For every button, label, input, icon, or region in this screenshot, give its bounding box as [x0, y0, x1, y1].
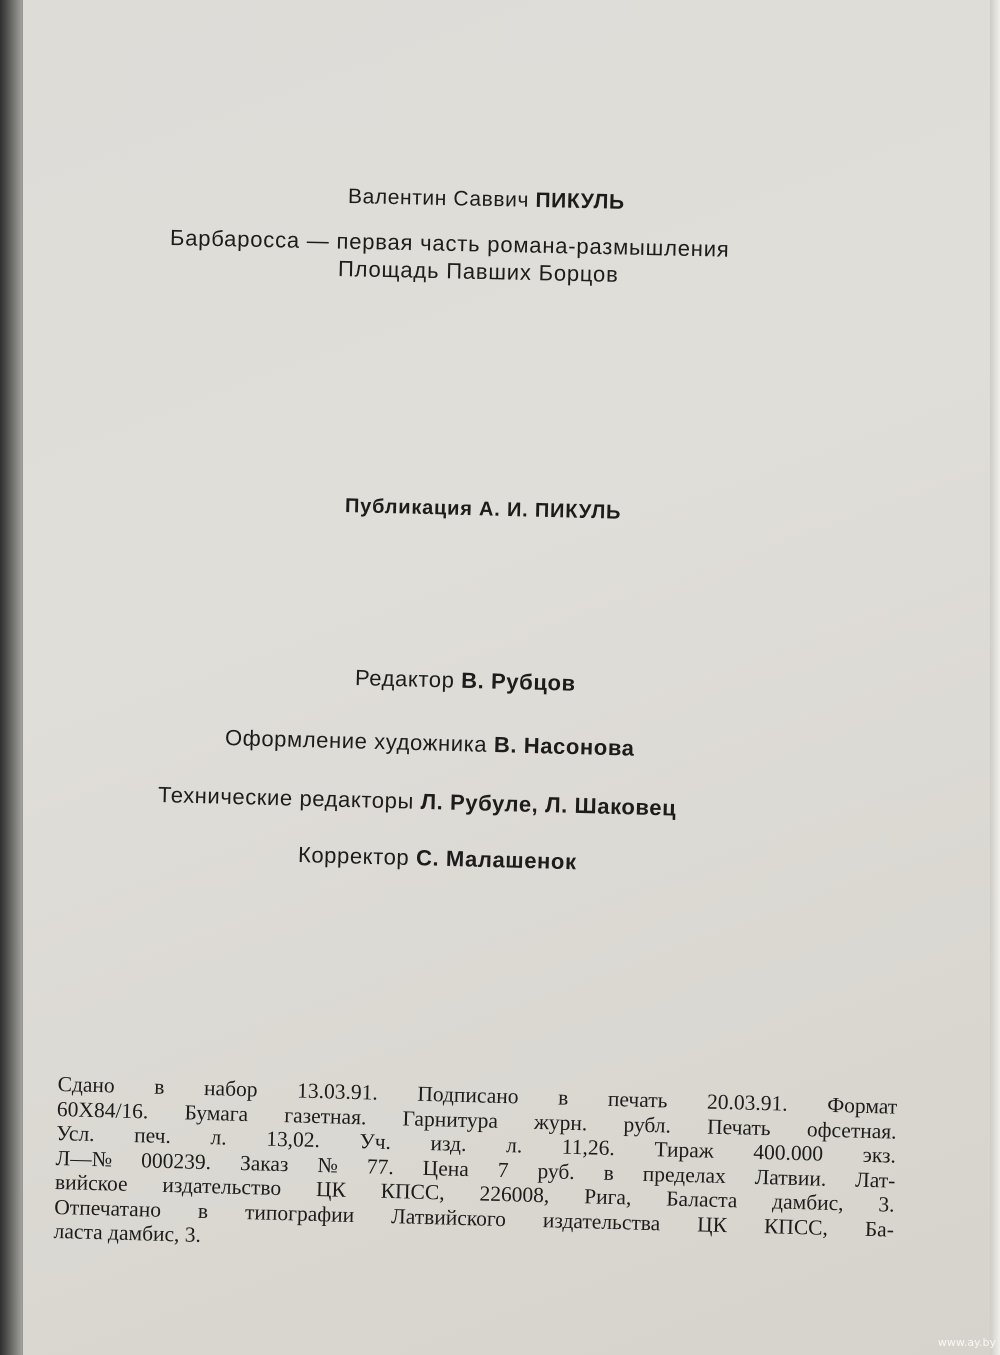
credit-role: Технические редакторы — [157, 782, 415, 814]
watermark-logo — [936, 1306, 1000, 1354]
imprint-word: экз. — [862, 1142, 897, 1168]
page-edge — [990, 0, 1000, 1355]
imprint-word: 000239. — [140, 1147, 212, 1174]
credit-role: Корректор — [297, 842, 410, 870]
imprint-word: Сдано — [57, 1072, 116, 1098]
imprint-word: руб. — [537, 1158, 576, 1184]
imprint-word: типографии — [244, 1199, 355, 1227]
imprint-word: 3. — [878, 1192, 895, 1217]
imprint-word: изд. — [430, 1131, 467, 1157]
imprint-word: КПСС, — [380, 1178, 445, 1205]
imprint-word: печать — [607, 1086, 668, 1113]
credit-name: С. Малашенок — [415, 845, 577, 875]
imprint-word: в — [603, 1160, 615, 1185]
imprint-word: Лат- — [854, 1167, 896, 1193]
imprint-word: набор — [203, 1075, 258, 1102]
credit-name: Л. Рубуле, Л. Шаковец — [420, 788, 677, 821]
imprint-word: журн. — [533, 1109, 588, 1135]
imprint-word: рубл. — [623, 1111, 672, 1138]
imprint-word: в — [557, 1085, 569, 1110]
credit-name: В. Рубцов — [460, 667, 576, 696]
imprint-word: печ. — [133, 1123, 172, 1149]
watermark-text: www.ay.by — [937, 1336, 996, 1349]
imprint-word: вийское — [54, 1169, 128, 1196]
imprint-word: 7 — [497, 1157, 509, 1182]
imprint-word: издательство — [162, 1172, 282, 1201]
imprint-word: Баласта — [665, 1186, 738, 1213]
credit-role: Оформление художника — [224, 725, 488, 757]
imprint-word: пределах — [642, 1161, 727, 1188]
imprint-word: ласта дамбис, 3. — [53, 1218, 202, 1247]
imprint-word: издательства — [542, 1207, 661, 1235]
imprint-word: 13.03.91. — [296, 1078, 379, 1105]
imprint-word: 226008, — [479, 1181, 550, 1208]
publication-name: А. И. ПИКУЛЬ — [478, 498, 622, 524]
credit-name: В. Насонова — [493, 732, 635, 761]
imprint-word: Тираж — [654, 1137, 714, 1163]
imprint-word: 400.000 — [752, 1139, 824, 1166]
author-surname: ПИКУЛЬ — [535, 188, 625, 214]
author-first-names: Валентин Саввич — [347, 185, 530, 212]
imprint-word: Уч. — [359, 1129, 392, 1155]
imprint-word: Латвийского — [390, 1203, 507, 1231]
imprint-word: 13,02. — [265, 1126, 321, 1153]
imprint-word: л. — [210, 1125, 227, 1150]
imprint-word: в — [154, 1074, 165, 1099]
credit-role: Редактор — [354, 665, 455, 693]
imprint-word: Заказ — [239, 1150, 289, 1176]
imprint-word: Латвии. — [754, 1164, 827, 1191]
watermark-logo-icon — [936, 1306, 1000, 1354]
imprint-word: Ба- — [864, 1216, 895, 1242]
imprint-word: 60Х84/16. — [56, 1096, 149, 1123]
imprint-word: Цена — [422, 1155, 470, 1181]
imprint-word: № — [317, 1152, 339, 1178]
imprint-word: Рига, — [583, 1184, 632, 1210]
imprint-word: Усл. — [56, 1120, 95, 1147]
imprint-word: Бумага — [184, 1099, 249, 1126]
imprint-word: ЦК — [315, 1177, 347, 1202]
imprint-word: газетная. — [284, 1102, 367, 1129]
imprint-word: Гарнитура — [402, 1105, 499, 1133]
imprint-word: 77. — [366, 1153, 395, 1179]
imprint-word: 11,26. — [561, 1134, 616, 1161]
publication-label: Публикация — [344, 495, 473, 521]
imprint-word: дамбис, — [771, 1189, 844, 1216]
imprint-word: Формат — [826, 1092, 898, 1119]
imprint-word: КПСС, — [763, 1213, 829, 1240]
imprint-word: офсетная. — [806, 1116, 897, 1144]
imprint-word: в — [197, 1198, 209, 1223]
imprint-word: 20.03.91. — [706, 1089, 788, 1116]
imprint-word: Л—№ — [55, 1145, 113, 1171]
imprint-word: Подписано — [417, 1081, 519, 1109]
imprint-word: ЦК — [696, 1211, 728, 1237]
imprint-word: Отпечатано — [54, 1194, 162, 1222]
book-title-line-1: Барбаросса — первая часть романа-размышления — [169, 225, 730, 262]
imprint-word: Печать — [706, 1114, 772, 1140]
book-title-line-2: Площадь Павших Борцов — [337, 256, 619, 287]
imprint-block — [53, 1072, 897, 1266]
imprint-word: л. — [505, 1133, 523, 1158]
